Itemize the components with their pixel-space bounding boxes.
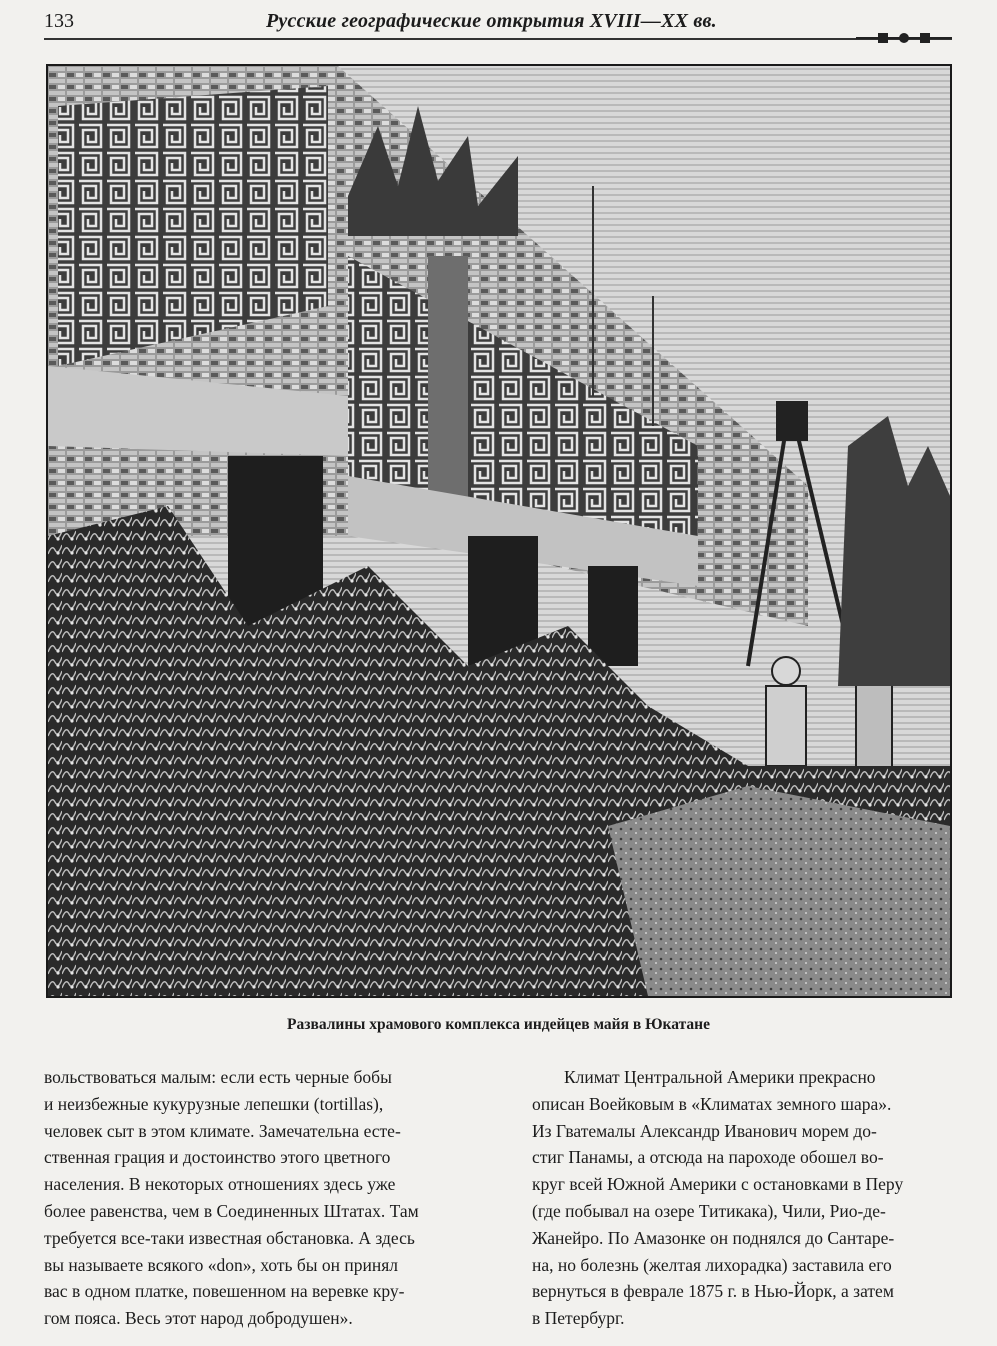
doorway (588, 566, 638, 666)
text-line: Из Гватемалы Александр Иванович морем до- (532, 1120, 877, 1141)
text-line: в Петербург. (532, 1308, 625, 1329)
text-line: и неизбежные кукурузные лепешки (tortillas), (44, 1093, 384, 1114)
text-line: вернуться в феврале 1875 г. в Нью-Йорк, а затем (532, 1281, 894, 1302)
running-header (44, 8, 952, 42)
paragraph (44, 1064, 474, 1332)
text-line: стиг Панамы, а отсюда на пароходе обошел во- (532, 1147, 884, 1168)
text-line: более равенства, чем в Соединенных Штатах. Там (44, 1200, 419, 1221)
text-line: Жанейро. По Амазонке он поднялся до Сантаре- (532, 1227, 895, 1248)
paragraph (500, 1064, 954, 1332)
engraving-maya-ruins (46, 64, 952, 998)
camera (776, 401, 808, 441)
page-number: 133 (44, 10, 74, 32)
text-line: Климат Центральной Америки прекрасно (564, 1067, 876, 1087)
text-line: вы называете всякого «don», хоть бы он принял (44, 1254, 399, 1275)
text-line: требуется все-таки известная обстановка. А здесь (44, 1227, 415, 1248)
text-line: на, но болезнь (желтая лихорадка) заставила его (532, 1254, 892, 1275)
text-line: (где побывал на озере Титикака), Чили, Рио-де- (532, 1200, 886, 1221)
text-line: круг всей Южной Америки с остановками в Перу (532, 1174, 904, 1195)
text-line: вас в одном платке, повешенном на веревке кру- (44, 1281, 405, 1302)
figure-caption: Развалины храмового комплекса индейцев майя в Юкатане (287, 1016, 710, 1033)
text-column-left (44, 1064, 474, 1332)
header-ornament-icon (856, 30, 952, 46)
header-rule (44, 38, 952, 40)
text-line: ственная грация и достоинство этого цветного (44, 1147, 391, 1168)
stone-column (428, 256, 468, 506)
text-column-right (500, 1064, 954, 1332)
running-title: Русские географические открытия XVIII—XX вв. (266, 10, 717, 32)
text-line: человек сыт в этом климате. Замечательна есте- (44, 1120, 401, 1141)
text-line: вольствоваться малым: если есть черные бобы (44, 1067, 392, 1087)
text-line: гом пояса. Весь этот народ добродушен». (44, 1308, 353, 1329)
path-ground (608, 786, 950, 996)
text-line: описан Воейковым в «Климатах земного шара». (532, 1093, 892, 1114)
text-line: населения. В некоторых отношениях здесь уже (44, 1174, 396, 1195)
